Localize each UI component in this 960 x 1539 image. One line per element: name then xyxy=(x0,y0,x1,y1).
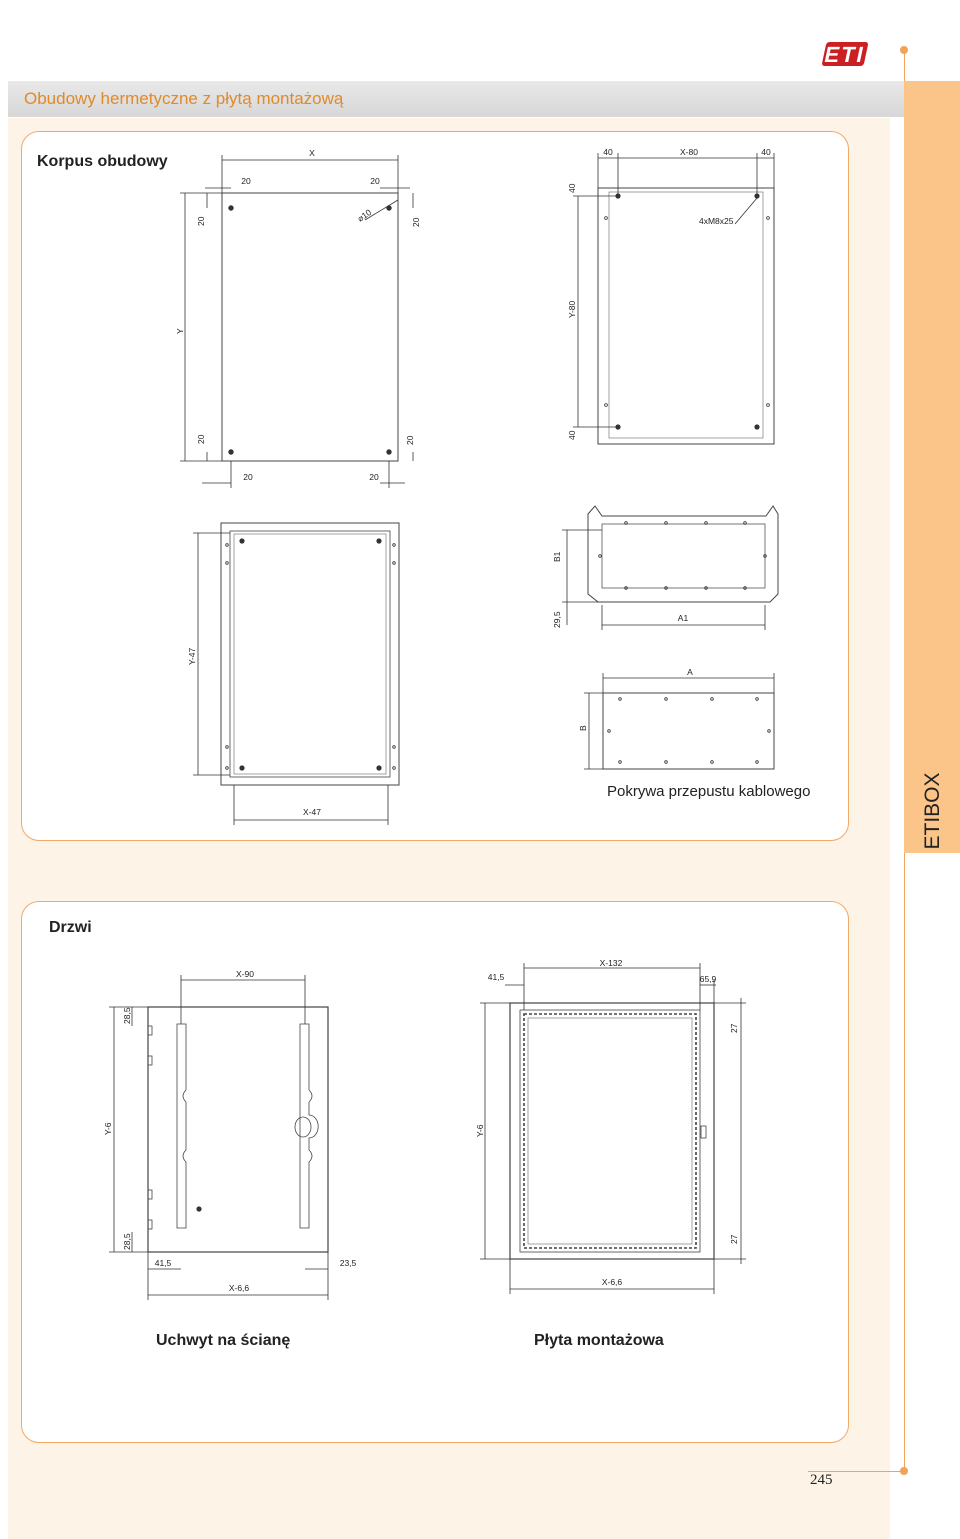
gland-cover-a-labels xyxy=(578,667,693,731)
dim-28-5-bottom: 28,5 xyxy=(122,1233,132,1250)
eti-logo xyxy=(818,40,870,70)
section-heading-korpus: Korpus obudowy xyxy=(37,153,168,170)
side-rule-dot-top xyxy=(900,46,908,54)
side-tab-label: ETIBOX xyxy=(921,772,944,850)
dim-40-right: 40 xyxy=(761,147,771,157)
caption-wall-bracket: Uchwyt na ścianę xyxy=(156,1332,291,1349)
page-title: Obudowy hermetyczne z płytą montażową xyxy=(24,89,344,108)
front-view xyxy=(180,155,413,488)
side-view-labels xyxy=(187,648,321,817)
dim-28-5-top: 28,5 xyxy=(122,1007,132,1024)
dim-23-5: 23,5 xyxy=(339,1258,357,1268)
dim-x-6-6-bracket: X-6,6 xyxy=(228,1283,250,1293)
page-number: 245 xyxy=(810,1472,833,1488)
wall-bracket-labels xyxy=(103,969,357,1293)
dim-40-left: 40 xyxy=(603,147,613,157)
dim-27-top: 27 xyxy=(729,1023,739,1033)
mounting-plate-view xyxy=(480,963,746,1294)
dim-screws: 4xM8x25 xyxy=(699,216,734,226)
dim-x-132: X-132 xyxy=(599,958,623,968)
dim-20-left-bottom: 20 xyxy=(196,434,206,444)
eti-logo-mark xyxy=(818,40,870,70)
dim-27-bottom: 27 xyxy=(729,1234,739,1244)
dim-y-47: Y-47 xyxy=(187,647,197,665)
dim-41-5-plate: 41,5 xyxy=(487,972,505,982)
dim-20-bottom-right: 20 xyxy=(369,472,379,482)
mounting-plate-labels xyxy=(475,958,739,1287)
gland-cover-a xyxy=(584,673,774,769)
dim-40-bottom: 40 xyxy=(567,430,577,440)
dim-a1: A1 xyxy=(677,613,689,623)
dim-y-80: Y-80 xyxy=(567,300,577,318)
dim-20-top-left: 20 xyxy=(241,176,251,186)
wall-bracket-view xyxy=(109,975,328,1300)
dim-a: A xyxy=(687,667,693,677)
caption-gland-cover: Pokrywa przepustu kablowego xyxy=(607,783,811,800)
side-tab-label-box xyxy=(905,772,960,850)
dim-20-top-right: 20 xyxy=(370,176,380,186)
dim-20-bottom-left: 20 xyxy=(243,472,253,482)
gland-cover-b1-labels xyxy=(552,551,688,628)
caption-mounting-plate: Płyta montażowa xyxy=(534,1332,664,1349)
side-rule-dot-bottom xyxy=(900,1467,908,1475)
front-view-labels xyxy=(175,148,421,482)
back-view xyxy=(573,153,774,444)
dim-40-top: 40 xyxy=(567,183,577,193)
dim-20-left-top: 20 xyxy=(196,216,206,226)
dim-41-5-bracket: 41,5 xyxy=(154,1258,172,1268)
side-tab xyxy=(904,81,960,853)
dim-29-5: 29,5 xyxy=(552,611,562,628)
dim-x-6-6-plate: X-6,6 xyxy=(601,1277,623,1287)
dim-x: X xyxy=(309,148,315,158)
dim-x-90: X-90 xyxy=(236,969,254,979)
dim-x-80: X-80 xyxy=(680,147,698,157)
dim-x-47: X-47 xyxy=(303,807,321,817)
dim-y-6-left: Y-6 xyxy=(103,1122,113,1135)
dim-20-right-bottom: 20 xyxy=(405,435,415,445)
korpus-drawing xyxy=(21,131,847,839)
section-heading-drzwi: Drzwi xyxy=(49,919,92,936)
gland-cover-b1 xyxy=(562,506,778,630)
dim-b: B xyxy=(578,725,588,731)
title-bar xyxy=(8,81,904,117)
dim-hole-diameter: ⌀10 xyxy=(355,207,374,224)
eti-logo-text: ETI xyxy=(822,42,868,67)
drzwi-drawing xyxy=(21,901,847,1441)
dim-65-9: 65,9 xyxy=(699,974,717,984)
dim-y: Y xyxy=(175,328,185,334)
dim-y-6-plate: Y-6 xyxy=(475,1124,485,1137)
side-view xyxy=(193,523,399,825)
dim-20-right-top: 20 xyxy=(411,217,421,227)
dim-b1: B1 xyxy=(552,551,562,562)
